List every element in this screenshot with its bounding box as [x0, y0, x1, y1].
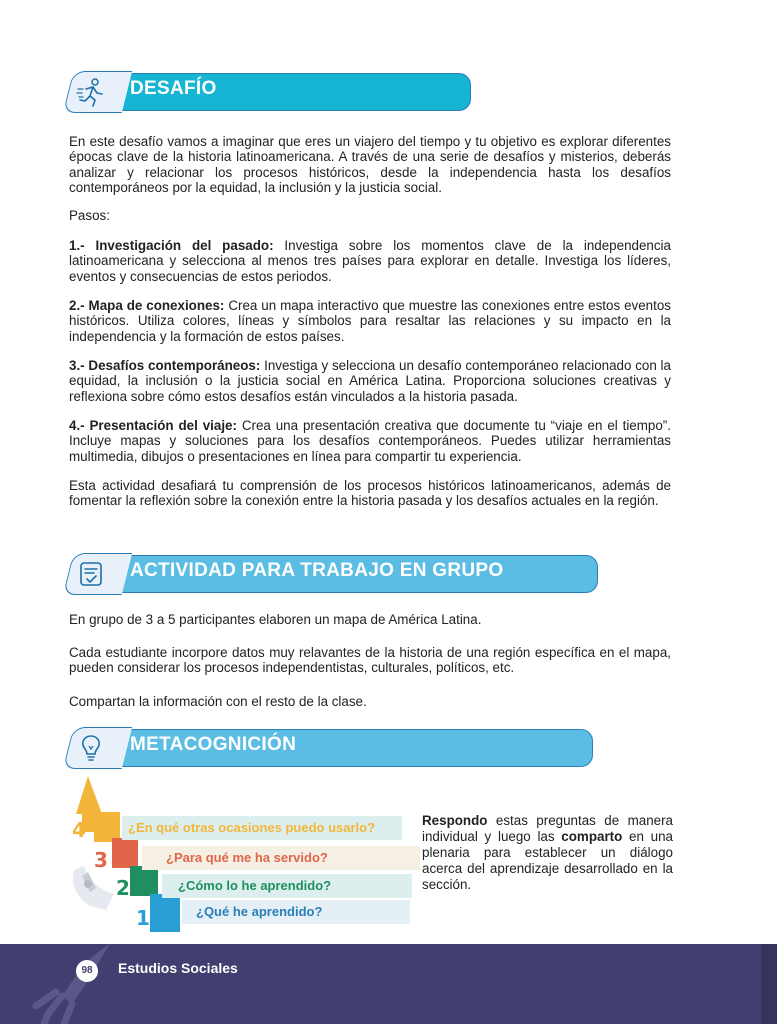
step-heading: 4.- Presentación del viaje:: [69, 418, 237, 433]
section-banner-desafio: [68, 73, 471, 111]
rocket-icon: [28, 944, 138, 1024]
section-title: DESAFÍO: [130, 78, 217, 99]
section-banner-grupo: [68, 555, 598, 593]
step-number: 1: [136, 906, 150, 930]
step-2: [69, 298, 671, 344]
step-number: 2: [116, 876, 130, 900]
step-text: Investiga sobre los momentos clave de la independencia latinoamericana y selecciona al menos tres países para explorar en detalle. Investiga los líderes, eventos y consecuencias de estos periodos.: [69, 238, 671, 284]
step-block-2: [130, 866, 158, 896]
step-4: [69, 418, 671, 464]
step-text: Crea una presentación creativa que documente tu “viaje en el tiempo”. Incluye mapas y soluciones para los desafíos contemporáneos. Puedes utilizar herramientas multimedia, dibujos o presentaciones en línea para compartir tu experiencia.: [69, 418, 671, 464]
grupo-p1: En grupo de 3 a 5 participantes elaboren un mapa de América Latina.: [69, 612, 482, 627]
step-heading: 2.- Mapa de conexiones:: [69, 298, 225, 313]
grupo-p3: Compartan la información con el resto de la clase.: [69, 694, 367, 709]
emphasis: Respondo: [422, 813, 488, 828]
instruction-text: en una plenaria para establecer un diálogo acerca del aprendizaje desarrollado en la sección.: [422, 829, 673, 892]
question-4: ¿En qué otras ocasiones puedo usarlo?: [122, 816, 402, 840]
clipboard-check-icon: [74, 557, 108, 591]
page-edge: [761, 944, 777, 1024]
step-block-1: [150, 894, 180, 932]
grupo-p2: Cada estudiante incorpore datos muy relavantes de la historia de una región específica en el mapa, pueden considerar los procesos independentistas, culturales, políticos, etc.: [69, 645, 671, 676]
page-number: 98: [76, 960, 98, 982]
desafio-closing: Esta actividad desafiará tu comprensión de los procesos históricos latinoamericanos, además de fomentar la reflexión sobre la conexión entre la historia pasada y los desafíos actuales en la región.: [69, 478, 671, 509]
metacognition-staircase: [66, 774, 401, 934]
emphasis: comparto: [561, 829, 623, 844]
step-number: 4: [72, 818, 86, 842]
footer-subject: Estudios Sociales: [118, 960, 238, 976]
lightbulb-icon: [74, 731, 108, 765]
section-banner-meta: [68, 729, 593, 767]
desafio-intro: En este desafío vamos a imaginar que eres un viajero del tiempo y tu objetivo es explorar diferentes épocas clave de la historia latinoamericana. A través de una serie de desafíos y misterios, deberás analizar y relacionar los procesos históricos, desde la independencia hasta los desafíos contemporáneos por la equidad, la inclusión y la justicia social.: [69, 134, 671, 196]
section-title: METACOGNICIÓN: [130, 734, 297, 755]
step-heading: 3.- Desafíos contemporáneos:: [69, 358, 261, 373]
step-1: [69, 238, 671, 284]
step-number: 3: [94, 848, 108, 872]
question-2: ¿Cómo lo he aprendido?: [162, 874, 412, 898]
step-text: Investiga y selecciona un desafío contemporáneo relacionado con la equidad, la inclusión o la justicia social en América Latina. Proporciona soluciones creativas y reflexiona sobre cómo estos desafíos están vinculados a la historia pasada.: [69, 358, 671, 404]
question-1: ¿Qué he aprendido?: [182, 900, 410, 924]
page-footer: [0, 944, 777, 1024]
pasos-label: Pasos:: [69, 208, 110, 223]
metacognition-instructions: [422, 813, 673, 893]
step-text: Crea un mapa interactivo que muestre las conexiones entre estos eventos históricos. Utiliza colores, líneas y símbolos para resaltar las relaciones y su impacto en la independencia y la formación de estos países.: [69, 298, 671, 344]
section-title: ACTIVIDAD PARA TRABAJO EN GRUPO: [130, 560, 504, 581]
runner-icon: [74, 75, 108, 109]
step-block-3: [112, 838, 138, 868]
question-3: ¿Para qué me ha servido?: [142, 846, 420, 870]
step-heading: 1.- Investigación del pasado:: [69, 238, 274, 253]
step-3: [69, 358, 671, 404]
instruction-text: estas preguntas de manera individual y luego las: [422, 813, 673, 844]
